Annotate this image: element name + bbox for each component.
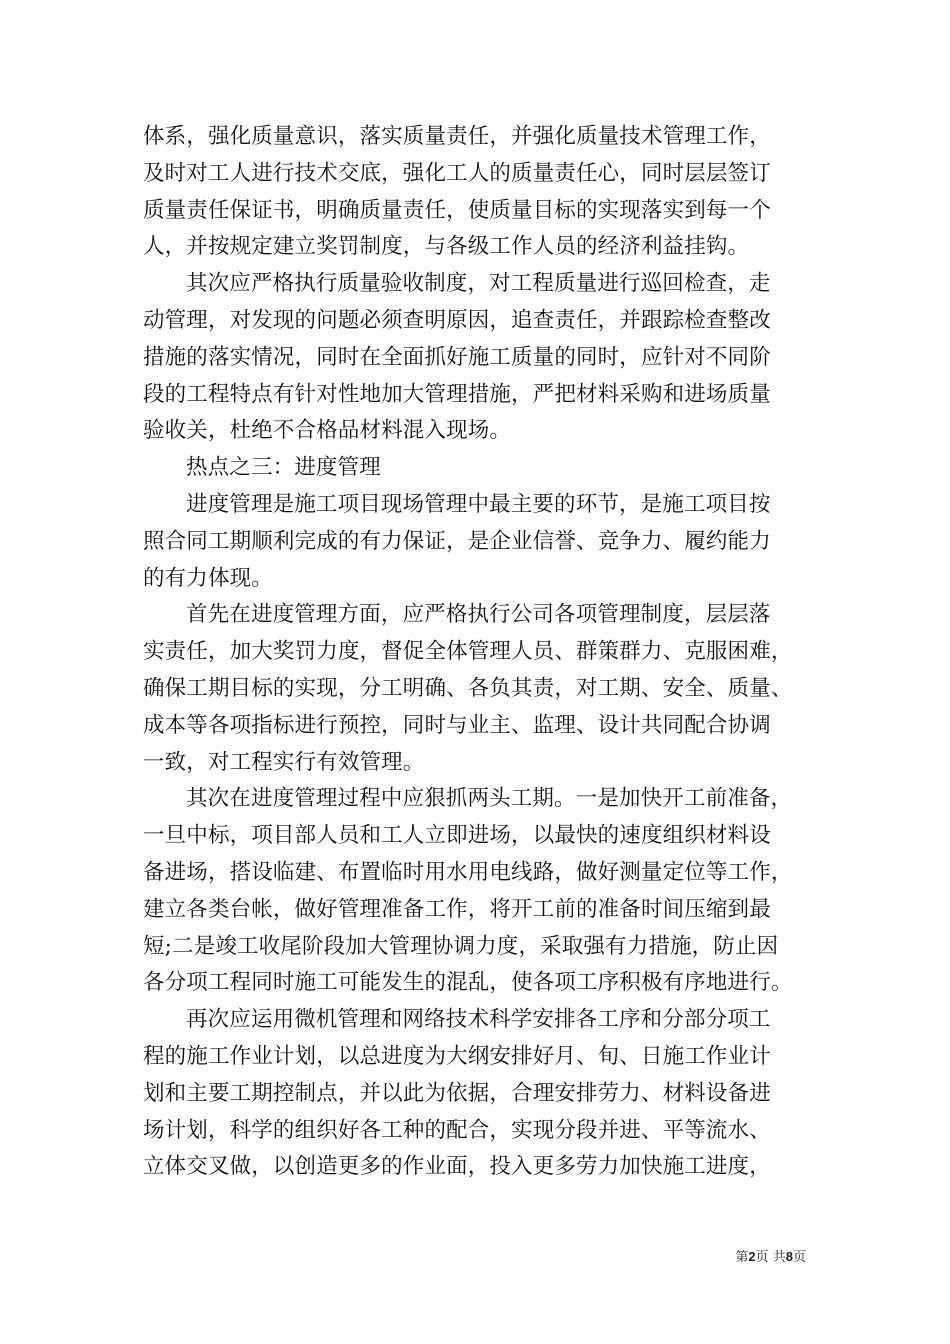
text-line: 短;二是竣工收尾阶段加大管理协调力度，采取强有力措施，防止因 [143,933,779,959]
text-line: 建立各类台帐，做好管理准备工作，将开工前的准备时间压缩到最 [143,896,771,922]
text-line: 照合同工期顺利完成的有力保证，是企业信誉、竞争力、履约能力 [143,528,771,554]
text-line: 其次应严格执行质量验收制度，对工程质量进行巡回检查，走 [186,271,771,297]
footer-prefix: 第 [735,1250,749,1265]
text-line: 再次应运用微机管理和网络技术科学安排各工序和分部分项工 [186,1007,771,1033]
text-line: 确保工期目标的实现，分工明确、各负其责，对工期、安全、质量、 [143,675,793,701]
paragraph-2 [143,266,807,450]
text-line: 程的施工作业计划，以总进度为大纲安排好月、旬、日施工作业计 [143,1043,771,1069]
total-page-number: 8 [785,1249,793,1264]
footer-suffix: 页 [792,1250,806,1265]
text-line: 首先在进度管理方面，应严格执行公司各项管理制度，层层落 [186,602,771,628]
text-line: 划和主要工期控制点，并以此为依据，合理安排劳力、材料设备进 [143,1080,771,1106]
section-heading [143,450,807,487]
text-line: 一致，对工程实行有效管理。 [143,749,425,775]
text-line: 立体交叉做，以创造更多的作业面，投入更多劳力加快施工进度， [143,1154,771,1180]
paragraph-5 [143,597,807,781]
text-line: 段的工程特点有针对性地加大管理措施，严把材料采购和进场质量 [143,381,771,407]
paragraph-4 [143,487,807,597]
document-body [143,119,807,1186]
text-line: 场计划，科学的组织好各工种的配合，实现分段并进、平等流水、 [143,1117,771,1143]
paragraph-6 [143,781,807,1002]
text-line: 人，并按规定建立奖罚制度，与各级工作人员的经济利益挂钩。 [143,234,750,260]
text-line: 措施的落实情况，同时在全面抓好施工质量的同时，应针对不同阶 [143,344,771,370]
text-line: 成本等各项指标进行预控，同时与业主、监理、设计共同配合协调 [143,712,771,738]
text-line: 及时对工人进行技术交底，强化工人的质量责任心，同时层层签订 [143,160,771,186]
text-line: 备进场，搭设临建、布置临时用水用电线路，做好测量定位等工作， [143,859,793,885]
footer-middle: 页 共 [755,1250,786,1265]
text-line: 的有力体现。 [143,565,273,591]
text-line: 各分项工程同时施工可能发生的混乱，使各项工序积极有序地进行。 [143,970,793,996]
text-line: 一旦中标，项目部人员和工人立即进场，以最快的速度组织材料设 [143,823,771,849]
current-page-number: 2 [748,1249,756,1264]
text-line: 实责任，加大奖罚力度，督促全体管理人员、群策群力、克服困难， [143,639,793,665]
text-line: 体系，强化质量意识，落实质量责任，并强化质量技术管理工作， [143,124,771,149]
paragraph-1 [143,119,807,266]
page-number-footer [735,1248,806,1267]
text-line: 其次在进度管理过程中应狠抓两头工期。一是加快开工前准备， [186,786,793,812]
text-line: 质量责任保证书，明确质量责任，使质量目标的实现落实到每一个 [143,197,771,223]
text-line: 动管理，对发现的问题必须查明原因，追查责任，并跟踪检查整改 [143,307,771,333]
text-line: 进度管理是施工项目现场管理中最主要的环节，是施工项目按 [186,491,771,517]
text-line: 验收关，杜绝不合格品材料混入现场。 [143,418,512,444]
heading-text: 热点之三：进度管理 [186,455,381,481]
paragraph-7 [143,1002,807,1186]
